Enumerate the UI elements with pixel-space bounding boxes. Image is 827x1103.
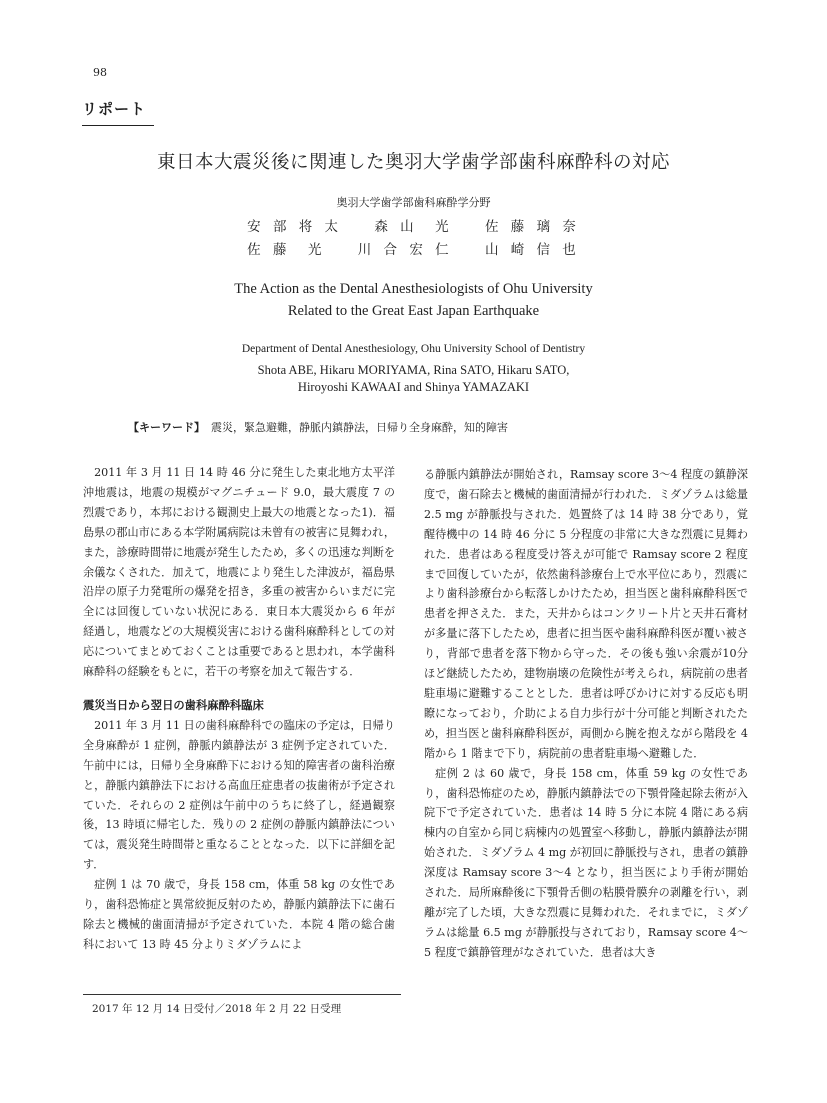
keywords-label: 【キーワード】 [128, 421, 205, 434]
authors-japanese-row-1 [0, 215, 827, 235]
section-heading: 震災当日から翌日の歯科麻酔科臨床 [83, 698, 264, 712]
author-name: 佐 藤 光 [247, 242, 326, 258]
author-name: 山 崎 信 也 [484, 242, 580, 258]
title-english-line-1: The Action as the Dental Anesthesiologists of Ohu University [234, 281, 593, 297]
affiliation-english: Department of Dental Anesthesiology, Ohu University School of Dentistry [241, 343, 586, 355]
article-title-english [0, 278, 827, 322]
body-right-column [424, 465, 748, 963]
title-english-line-2: Related to the Great East Japan Earthquake [287, 303, 540, 319]
keywords-text: 震災，緊急避難，静脈内鎮静法，日帰り全身麻酔，知的障害 [211, 421, 508, 434]
affiliation-japanese: 奥羽大学歯学部歯科麻酔学分野 [336, 196, 491, 209]
body-paragraph: る静脈内鎮静法が開始され，Ramsay score 3～4 程度の鎮静深度で，歯石除去と機械的歯面清掃が行われた．ミダゾラムは総量 2.5 mg が静脈投与された．処置終了は 14 時 38 分であり，覚醒待機中の 14 時 46 分に 5 分程度の非常に大きな烈震に見舞われた．患者はある程度受け答えが可能で Ramsay score 2 程度まで回復していたが，依然歯科診療台上で水平位にあり，烈震により歯科診療台から転落しかけたため，担当医と歯科麻酔科医で患者を押さえた．また，天井からはコンクリート片と天井石膏材が多量に落下したため，患者に担当医や歯科麻酔科医が覆い被さり，背部で患者を落下物から守った．その後も強い余震が10分ほど継続したため，建物崩壊の危険性が考えられ，病院前の患者駐車場に避難することとした．患者は呼びかけに対する反応も明瞭になっており，介助による自力歩行が十分可能と判断されたため，担当医と歯科麻酔科医が，両側から腕を抱えながら階段を 4 階から 1 階まで下り，病院前の患者駐車場へ避難した． [424, 468, 748, 760]
authors-english [0, 362, 827, 396]
authors-japanese-row-2 [0, 238, 827, 258]
body-paragraph: 症例 1 は 70 歳で，身長 158 cm，体重 58 kg の女性であり，歯科恐怖症と異常絞扼反射のため，静脈内鎮静法下に歯石除去と機械的歯面清掃が予定されていた．本院 4 階の総合歯科において 13 時 45 分よりミダゾラムによ [83, 878, 395, 951]
body-left-column [83, 463, 395, 955]
article-title-japanese: 東日本大震災後に関連した奥羽大学歯学部歯科麻酔科の対応 [156, 152, 670, 173]
keywords [128, 419, 508, 435]
footnote-divider [83, 994, 401, 995]
body-paragraph: 2011 年 3 月 11 日の歯科麻酔科での臨床の予定は，日帰り全身麻酔が 1 症例，静脈内鎮静法が 3 症例予定されていた．午前中には，日帰り全身麻酔下における知的障害者の歯科治療と，静脈内鎮静法下における高血圧症患者の抜歯術が予定されていた．それらの 2 症例は午前中のうちに終了し，経過観察後，13 時頃に帰宅した．残りの 2 症例の静脈内鎮静法については，震災発生時間帯と重なることとなった．以下に詳細を記す． [83, 718, 395, 872]
body-paragraph: 症例 2 は 60 歳で，身長 158 cm，体重 59 kg の女性であり，歯科恐怖症のため，静脈内鎮静法での下顎骨隆起除去術が入院下で予定されていた．患者は 14 時 5 分に本院 4 階にある病棟内の自室から同じ病棟内の処置室へ移動し，静脈内鎮静法が開始された．ミダゾラム 4 mg が初回に静脈投与され，患者の鎮静深度は Ramsay score 3～4 となり，担当医により手術が開始された．局所麻酔後に下顎骨舌側の粘膜骨膜弁の剥離を行い，剥離が完了した頃，大きな烈震に見舞われた．それまでに，ミダゾラムは総量 6.5 mg が静脈投与されており，Ramsay score 4～5 程度で鎮静管理がなされていた．患者は大き [424, 766, 748, 959]
authors-english-line-1: Shota ABE, Hikaru MORIYAMA, Rina SATO, Hikaru SATO, [257, 363, 570, 377]
section-label: リポート [82, 98, 154, 126]
author-name: 安 部 将 太 [247, 219, 343, 235]
author-name: 佐 藤 璃 奈 [484, 219, 580, 235]
received-accepted-dates: 2017 年 12 月 14 日受付／2018 年 2 月 22 日受理 [92, 1003, 342, 1015]
page-number: 98 [93, 66, 107, 79]
author-name: 森 山 光 [374, 219, 453, 235]
author-name: 川 合 宏 仁 [357, 242, 453, 258]
authors-english-line-2: Hiroyoshi KAWAAI and Shinya YAMAZAKI [297, 380, 530, 394]
intro-paragraph: 2011 年 3 月 11 日 14 時 46 分に発生した東北地方太平洋沖地震は，地震の規模がマグニチュード 9.0，最大震度 7 の烈震であり，本邦における観測史上最大の地震となった1)．福島県の郡山市にある本学附属病院は未曾有の被害に見舞われ，また，診療時間帯に地震が発生したため，多くの迅速な判断を余儀なくされた．加えて，地震により発生した津波が，福島県沿岸の原子力発電所の爆発を招き，多重の被害からいまだに完全には回復していない状況にある．東日本大震災から 6 年が経過し，地震などの大規模災害における歯科麻酔科としての対応についてまとめておくことは重要であると思われ，本学歯科麻酔科の経験をもとに，若干の考察を加えて報告する． [83, 466, 395, 679]
